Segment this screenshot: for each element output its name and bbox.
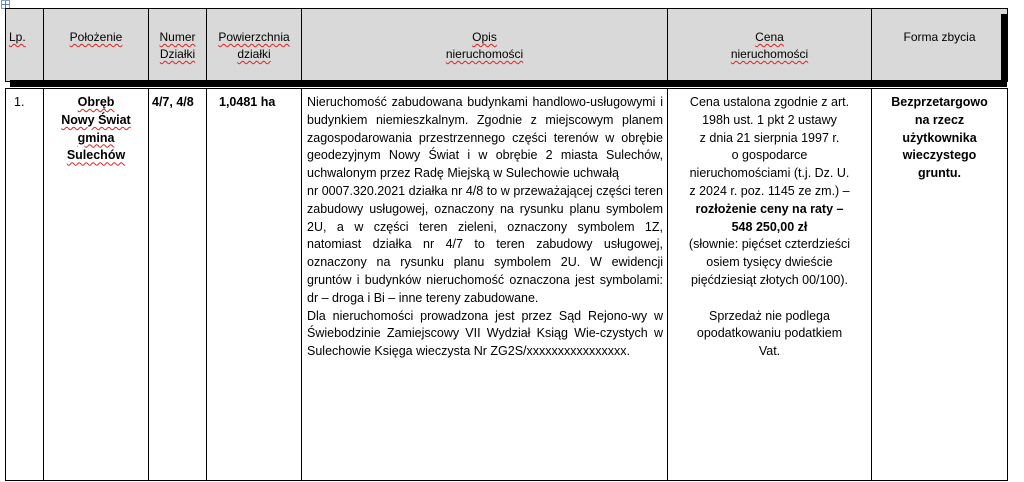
cell-cena: Cena ustalona zgodnie z art. 198h ust. 1 pkt 2 ustawy z dnia 21 sierpnia 1997 r. o gospodarce nieruchomościami (t.j. Dz. U. z 2024 r. poz. 1145 ze zm.) – rozłożenie ceny na raty – 548 250,00 zł (słownie: pięćset czterdzieści osiem tysięcy dwieście pięćdziesiąt złotych 00/100). Sprzedaż nie podlega opodatkowaniu podatkiem Vat.	[668, 89, 872, 481]
table-header	[5, 8, 1008, 82]
cell-polozenie: Obręb Nowy Świat gmina Sulechów	[44, 89, 149, 481]
header-border-shadow	[10, 80, 1007, 87]
table-row	[6, 89, 1008, 481]
header-polozenie: Położenie	[44, 9, 149, 82]
opis-paragraph-3: Dla nieruchomości prowadzona jest przez Sąd Rejono-wy w Świebodzinie Zamiejscowy VII Wydział Ksiąg Wie-czystych w Sulechowie Księga wieczysta Nr ZG2S/xxxxxxxxxxxxxxxx.	[307, 308, 663, 359]
opis-paragraph-2: nr 0007.320.2021 działka nr 4/8 to w przeważającej części teren zabudowy usługowej, oznaczony na rysunku planu symbolem 2U, a w części teren zieleni, oznaczony symbolem 1Z, natomiast działka nr 4/7 to teren zabudowy usługowej, oznaczony na rysunku planu symbolem 2U. W ewidencji gruntów i budynków nieruchomość oznaczona jest symbolami: dr – droga i Bi – inne tereny zabudowane.	[307, 183, 663, 305]
header-lp: Lp.	[6, 9, 44, 82]
cell-opis	[302, 89, 668, 481]
header-powierzchnia: Powierzchnia działki	[207, 9, 302, 82]
header-numer: Numer Działki	[149, 9, 207, 82]
opis-paragraph-1: Nieruchomość zabudowana budynkami handlowo-usługowymi i budynkiem niemieszkalnym. Zgodnie z miejscowym planem zagospodarowania przestrzennego części terenów w obrębie geodezyjnym Nowy Świat i w obrębie 2 miasta Sulechów, uchwalonym przez Radę Miejską w Sulechowie uchwałą	[307, 95, 663, 181]
header-cena: Cena nieruchomości	[668, 9, 872, 82]
cell-forma: Bezprzetargowo na rzecz użytkownika wieczystego gruntu.	[872, 89, 1008, 481]
table-body	[5, 88, 1008, 481]
cell-powierzchnia: 1,0481 ha	[207, 89, 302, 481]
header-border-shadow-right	[1001, 14, 1007, 84]
cell-lp: 1.	[6, 89, 44, 481]
cell-numer: 4/7, 4/8	[149, 89, 207, 481]
header-opis: Opis nieruchomości	[302, 9, 668, 82]
header-forma: Forma zbycia	[872, 9, 1008, 82]
